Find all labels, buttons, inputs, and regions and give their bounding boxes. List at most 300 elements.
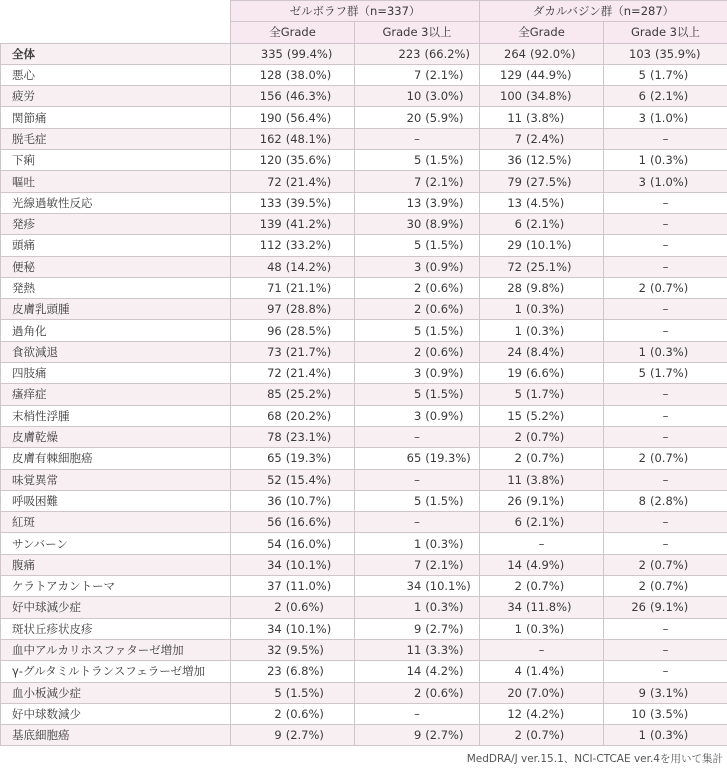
table-row bbox=[1, 490, 727, 511]
dash-value: – bbox=[662, 430, 669, 445]
value-cell bbox=[480, 661, 604, 682]
footnote: MedDRA/J ver.15.1、NCI-CTCAE ver.4を用いて集計 bbox=[466, 753, 723, 765]
dash-value: – bbox=[662, 536, 669, 551]
value-cell bbox=[480, 490, 604, 511]
value-cell bbox=[480, 576, 604, 597]
count-value: 14 bbox=[406, 664, 422, 679]
value-cell bbox=[480, 277, 604, 298]
percent-value: (48.1%) bbox=[285, 131, 332, 146]
value-cell bbox=[231, 576, 355, 597]
percent-value: (0.3%) bbox=[425, 536, 464, 551]
table-row bbox=[1, 192, 727, 213]
percent-value: (0.9%) bbox=[425, 366, 464, 381]
value-cell bbox=[231, 448, 355, 469]
value-cell bbox=[480, 512, 604, 533]
dash-value: – bbox=[414, 472, 420, 487]
count-value: 72 bbox=[267, 366, 282, 381]
percent-value: (11.0%) bbox=[285, 579, 332, 594]
value-cell bbox=[480, 405, 604, 426]
dash-value: – bbox=[414, 706, 420, 721]
value-cell bbox=[480, 384, 604, 405]
value-cell bbox=[355, 597, 480, 618]
count-value: 26 bbox=[631, 600, 646, 615]
count-value: 78 bbox=[267, 430, 282, 445]
count-value: 11 bbox=[406, 643, 422, 658]
percent-value: (10.1%) bbox=[285, 557, 332, 572]
percent-value: (0.9%) bbox=[425, 408, 464, 423]
row-label: 皮膚乾燥 bbox=[1, 426, 231, 447]
value-cell bbox=[604, 128, 727, 149]
table-row bbox=[1, 682, 727, 703]
percent-value: (2.4%) bbox=[526, 131, 565, 146]
row-label: 関節痛 bbox=[1, 107, 231, 128]
count-value: 73 bbox=[267, 344, 282, 359]
value-cell bbox=[231, 363, 355, 384]
table-row bbox=[1, 597, 727, 618]
value-cell bbox=[604, 682, 727, 703]
value-cell bbox=[480, 128, 604, 149]
count-value: 1 bbox=[638, 344, 646, 359]
percent-value: (2.1%) bbox=[425, 174, 464, 189]
count-value: 28 bbox=[507, 281, 522, 295]
value-cell bbox=[355, 256, 480, 277]
value-cell bbox=[604, 299, 727, 320]
table-row bbox=[1, 554, 727, 575]
count-value: 2 bbox=[638, 579, 646, 594]
table-row bbox=[1, 533, 727, 554]
count-value: 5 bbox=[413, 323, 422, 338]
row-label: 下痢 bbox=[1, 150, 231, 171]
table-body bbox=[1, 43, 727, 746]
percent-value: (0.3%) bbox=[526, 621, 565, 636]
count-value: 34 bbox=[267, 621, 282, 636]
value-cell bbox=[480, 213, 604, 234]
value-cell bbox=[480, 299, 604, 320]
value-cell bbox=[480, 533, 604, 554]
count-value: 52 bbox=[267, 472, 282, 487]
value-cell bbox=[604, 171, 727, 192]
value-cell bbox=[355, 512, 480, 533]
count-value: 10 bbox=[631, 706, 646, 721]
value-cell bbox=[231, 725, 355, 746]
row-label: 末梢性浮腫 bbox=[1, 405, 231, 426]
percent-value: (16.0%) bbox=[285, 536, 332, 551]
value-cell bbox=[355, 171, 480, 192]
percent-value: (27.5%) bbox=[526, 174, 572, 189]
table-row bbox=[1, 256, 727, 277]
percent-value: (12.5%) bbox=[526, 153, 572, 168]
value-cell bbox=[480, 256, 604, 277]
percent-value: (34.8%) bbox=[526, 89, 572, 104]
table-row bbox=[1, 576, 727, 597]
value-cell bbox=[480, 426, 604, 447]
count-value: 20 bbox=[507, 685, 522, 700]
percent-value: (21.4%) bbox=[285, 174, 332, 189]
count-value: 3 bbox=[413, 366, 422, 381]
value-cell bbox=[231, 597, 355, 618]
count-value: 128 bbox=[259, 68, 282, 83]
count-value: 2 bbox=[413, 281, 422, 295]
value-cell bbox=[604, 341, 727, 362]
count-value: 129 bbox=[500, 68, 522, 83]
row-label: 便秘 bbox=[1, 256, 231, 277]
value-cell bbox=[231, 533, 355, 554]
percent-value: (1.5%) bbox=[285, 685, 324, 700]
percent-value: (0.9%) bbox=[425, 259, 464, 274]
value-cell bbox=[604, 43, 727, 64]
count-value: 9 bbox=[638, 685, 646, 700]
percent-value: (10.1%) bbox=[425, 579, 471, 594]
value-cell bbox=[231, 554, 355, 575]
value-cell bbox=[355, 682, 480, 703]
value-cell bbox=[480, 192, 604, 213]
row-label: 悪心 bbox=[1, 64, 231, 85]
count-value: 2 bbox=[413, 302, 422, 317]
percent-value: (25.2%) bbox=[285, 387, 332, 402]
percent-value: (0.6%) bbox=[425, 685, 464, 700]
count-value: 4 bbox=[514, 664, 522, 679]
value-cell bbox=[480, 554, 604, 575]
count-value: 264 bbox=[504, 46, 526, 61]
row-label: 皮膚有棘細胞癌 bbox=[1, 448, 231, 469]
table-row bbox=[1, 107, 727, 128]
count-value: 15 bbox=[507, 408, 522, 423]
count-value: 72 bbox=[507, 259, 522, 274]
count-value: 96 bbox=[267, 323, 282, 338]
count-value: 26 bbox=[507, 493, 522, 508]
row-label: 瘙痒症 bbox=[1, 384, 231, 405]
table-row bbox=[1, 725, 727, 746]
value-cell bbox=[604, 448, 727, 469]
count-value: 9 bbox=[413, 728, 422, 743]
value-cell bbox=[480, 43, 604, 64]
count-value: 8 bbox=[638, 493, 646, 508]
count-value: 34 bbox=[507, 600, 522, 615]
count-value: 79 bbox=[507, 174, 522, 189]
count-value: 1 bbox=[638, 153, 646, 168]
value-cell bbox=[355, 341, 480, 362]
count-value: 100 bbox=[500, 89, 522, 104]
dash-value: – bbox=[662, 323, 669, 338]
count-value: 2 bbox=[514, 451, 522, 466]
value-cell bbox=[355, 384, 480, 405]
count-value: 13 bbox=[406, 195, 422, 210]
table-row bbox=[1, 341, 727, 362]
value-cell bbox=[231, 64, 355, 85]
count-value: 2 bbox=[514, 728, 522, 743]
value-cell bbox=[231, 107, 355, 128]
value-cell bbox=[604, 554, 727, 575]
row-label: 腹痛 bbox=[1, 554, 231, 575]
table-row bbox=[1, 150, 727, 171]
percent-value: (5.9%) bbox=[425, 110, 464, 125]
count-value: 2 bbox=[274, 600, 282, 615]
percent-value: (9.1%) bbox=[650, 600, 689, 615]
row-label: 基底細胞癌 bbox=[1, 725, 231, 746]
value-cell bbox=[355, 639, 480, 660]
row-label: 皮膚乳頭腫 bbox=[1, 299, 231, 320]
value-cell bbox=[604, 661, 727, 682]
count-value: 2 bbox=[514, 430, 522, 445]
count-value: 3 bbox=[413, 259, 422, 274]
count-value: 48 bbox=[267, 259, 282, 274]
count-value: 11 bbox=[507, 472, 522, 487]
table-row bbox=[1, 320, 727, 341]
dash-value: – bbox=[414, 131, 420, 146]
value-cell bbox=[355, 490, 480, 511]
value-cell bbox=[604, 384, 727, 405]
count-value: 5 bbox=[413, 493, 422, 508]
table-row bbox=[1, 661, 727, 682]
percent-value: (3.8%) bbox=[526, 110, 565, 125]
count-value: 133 bbox=[259, 195, 282, 210]
percent-value: (0.7%) bbox=[526, 430, 565, 445]
percent-value: (2.1%) bbox=[425, 557, 464, 572]
row-label: 四肢痛 bbox=[1, 363, 231, 384]
percent-value: (9.1%) bbox=[526, 493, 565, 508]
value-cell bbox=[231, 235, 355, 256]
percent-value: (0.7%) bbox=[526, 728, 565, 743]
count-value: 1 bbox=[638, 728, 646, 743]
row-label: 頭痛 bbox=[1, 235, 231, 256]
count-value: 65 bbox=[406, 451, 422, 466]
percent-value: (8.4%) bbox=[526, 344, 565, 359]
table-row bbox=[1, 235, 727, 256]
value-cell bbox=[480, 725, 604, 746]
percent-value: (0.6%) bbox=[285, 600, 324, 615]
count-value: 30 bbox=[406, 217, 422, 232]
value-cell bbox=[604, 150, 727, 171]
row-label: 呼吸困難 bbox=[1, 490, 231, 511]
count-value: 85 bbox=[267, 387, 282, 402]
count-value: 5 bbox=[413, 153, 422, 168]
value-cell bbox=[231, 277, 355, 298]
percent-value: (7.0%) bbox=[526, 685, 565, 700]
dash-value: – bbox=[662, 387, 669, 402]
count-value: 7 bbox=[413, 557, 422, 572]
table-row bbox=[1, 426, 727, 447]
percent-value: (11.8%) bbox=[526, 600, 572, 615]
dash-value: – bbox=[662, 643, 669, 658]
row-label: 発熱 bbox=[1, 277, 231, 298]
row-label: 斑状丘疹状皮疹 bbox=[1, 618, 231, 639]
count-value: 1 bbox=[413, 536, 422, 551]
percent-value: (2.1%) bbox=[650, 89, 689, 104]
value-cell bbox=[604, 639, 727, 660]
table-row bbox=[1, 703, 727, 724]
percent-value: (1.5%) bbox=[425, 238, 464, 253]
value-cell bbox=[480, 363, 604, 384]
percent-value: (56.4%) bbox=[285, 110, 332, 125]
dash-value: – bbox=[662, 238, 669, 253]
percent-value: (3.9%) bbox=[425, 195, 464, 210]
count-value: 1 bbox=[514, 621, 522, 636]
percent-value: (4.2%) bbox=[526, 706, 565, 721]
dash-value: – bbox=[662, 664, 669, 679]
count-value: 5 bbox=[413, 387, 422, 402]
value-cell bbox=[231, 320, 355, 341]
count-value: 103 bbox=[629, 46, 651, 61]
subheader-grade3-2: Grade 3以上 bbox=[604, 22, 727, 43]
value-cell bbox=[355, 43, 480, 64]
count-value: 162 bbox=[259, 131, 282, 146]
row-label: 味覚異常 bbox=[1, 469, 231, 490]
dash-value: – bbox=[414, 515, 420, 530]
value-cell bbox=[604, 469, 727, 490]
count-value: 36 bbox=[507, 153, 522, 168]
value-cell bbox=[604, 405, 727, 426]
value-cell bbox=[231, 192, 355, 213]
count-value: 5 bbox=[274, 685, 282, 700]
value-cell bbox=[231, 43, 355, 64]
row-label: 紅斑 bbox=[1, 512, 231, 533]
count-value: 335 bbox=[260, 46, 283, 61]
value-cell bbox=[231, 299, 355, 320]
percent-value: (3.8%) bbox=[526, 472, 565, 487]
value-cell bbox=[604, 256, 727, 277]
table-row bbox=[1, 469, 727, 490]
value-cell bbox=[355, 725, 480, 746]
percent-value: (0.3%) bbox=[650, 728, 689, 743]
subheader-all-grade-2: 全Grade bbox=[480, 22, 604, 43]
percent-value: (1.5%) bbox=[425, 493, 464, 508]
value-cell bbox=[604, 64, 727, 85]
dash-value: – bbox=[538, 643, 545, 658]
row-label: ケラトアカントーマ bbox=[1, 576, 231, 597]
value-cell bbox=[480, 64, 604, 85]
percent-value: (0.6%) bbox=[425, 344, 464, 359]
percent-value: (4.2%) bbox=[425, 664, 464, 679]
table-row bbox=[1, 512, 727, 533]
count-value: 5 bbox=[638, 366, 646, 381]
dash-value: – bbox=[662, 259, 669, 274]
percent-value: (0.7%) bbox=[526, 451, 565, 466]
count-value: 3 bbox=[413, 408, 422, 423]
percent-value: (28.8%) bbox=[285, 302, 332, 317]
dash-value: – bbox=[662, 302, 669, 317]
value-cell bbox=[604, 213, 727, 234]
percent-value: (14.2%) bbox=[285, 259, 332, 274]
percent-value: (1.5%) bbox=[425, 153, 464, 168]
percent-value: (44.9%) bbox=[526, 68, 572, 83]
value-cell bbox=[355, 213, 480, 234]
dash-value: – bbox=[662, 217, 669, 232]
value-cell bbox=[480, 150, 604, 171]
percent-value: (39.5%) bbox=[285, 195, 332, 210]
percent-value: (0.3%) bbox=[526, 302, 565, 317]
value-cell bbox=[355, 235, 480, 256]
value-cell bbox=[480, 639, 604, 660]
percent-value: (41.2%) bbox=[285, 217, 332, 232]
count-value: 1 bbox=[413, 600, 422, 615]
percent-value: (35.6%) bbox=[285, 153, 332, 168]
percent-value: (33.2%) bbox=[285, 238, 332, 253]
value-cell bbox=[355, 299, 480, 320]
value-cell bbox=[231, 384, 355, 405]
count-value: 2 bbox=[274, 706, 282, 721]
value-cell bbox=[480, 703, 604, 724]
percent-value: (6.6%) bbox=[526, 366, 565, 381]
value-cell bbox=[480, 86, 604, 107]
value-cell bbox=[480, 341, 604, 362]
count-value: 20 bbox=[406, 110, 422, 125]
count-value: 11 bbox=[507, 110, 522, 125]
count-value: 56 bbox=[267, 515, 282, 530]
value-cell bbox=[480, 469, 604, 490]
dash-value: – bbox=[662, 621, 669, 636]
percent-value: (1.0%) bbox=[650, 110, 689, 125]
percent-value: (35.9%) bbox=[655, 46, 701, 61]
percent-value: (9.5%) bbox=[285, 643, 324, 658]
count-value: 97 bbox=[267, 302, 282, 317]
percent-value: (1.0%) bbox=[650, 174, 689, 189]
value-cell bbox=[355, 86, 480, 107]
percent-value: (0.7%) bbox=[526, 579, 565, 594]
table-row bbox=[1, 405, 727, 426]
value-cell bbox=[355, 469, 480, 490]
percent-value: (2.1%) bbox=[425, 68, 464, 83]
percent-value: (1.4%) bbox=[526, 664, 565, 679]
value-cell bbox=[231, 256, 355, 277]
value-cell bbox=[231, 405, 355, 426]
table-row bbox=[1, 363, 727, 384]
subheader-grade3-1: Grade 3以上 bbox=[355, 22, 480, 43]
count-value: 34 bbox=[267, 557, 282, 572]
percent-value: (10.1%) bbox=[526, 238, 572, 253]
row-label: 食欲減退 bbox=[1, 341, 231, 362]
percent-value: (10.1%) bbox=[285, 621, 332, 636]
value-cell bbox=[604, 576, 727, 597]
value-cell bbox=[355, 426, 480, 447]
row-label: 好中球減少症 bbox=[1, 597, 231, 618]
percent-value: (20.2%) bbox=[285, 408, 332, 423]
value-cell bbox=[480, 448, 604, 469]
percent-value: (4.5%) bbox=[526, 195, 565, 210]
count-value: 1 bbox=[514, 323, 522, 338]
percent-value: (0.3%) bbox=[650, 153, 689, 168]
count-value: 112 bbox=[259, 238, 282, 253]
percent-value: (0.3%) bbox=[526, 323, 565, 338]
percent-value: (19.3%) bbox=[425, 451, 471, 466]
count-value: 120 bbox=[259, 153, 282, 168]
count-value: 13 bbox=[507, 195, 522, 210]
percent-value: (19.3%) bbox=[285, 451, 332, 466]
value-cell bbox=[231, 639, 355, 660]
percent-value: (16.6%) bbox=[285, 515, 332, 530]
percent-value: (25.1%) bbox=[526, 259, 572, 274]
count-value: 2 bbox=[638, 281, 646, 295]
percent-value: (2.1%) bbox=[526, 515, 565, 530]
count-value: 10 bbox=[406, 89, 422, 104]
count-value: 9 bbox=[274, 728, 282, 743]
value-cell bbox=[355, 128, 480, 149]
count-value: 6 bbox=[514, 217, 522, 232]
count-value: 223 bbox=[398, 46, 421, 61]
dash-value: – bbox=[538, 536, 545, 551]
row-label: サンバーン bbox=[1, 533, 231, 554]
value-cell bbox=[480, 107, 604, 128]
percent-value: (21.7%) bbox=[285, 344, 332, 359]
group-header-zelboraf: ゼルボラフ群（n=337） bbox=[231, 1, 480, 22]
count-value: 3 bbox=[638, 174, 646, 189]
value-cell bbox=[231, 426, 355, 447]
count-value: 32 bbox=[267, 643, 282, 658]
value-cell bbox=[355, 277, 480, 298]
value-cell bbox=[231, 213, 355, 234]
percent-value: (1.5%) bbox=[425, 387, 464, 402]
value-cell bbox=[231, 512, 355, 533]
count-value: 72 bbox=[267, 174, 282, 189]
